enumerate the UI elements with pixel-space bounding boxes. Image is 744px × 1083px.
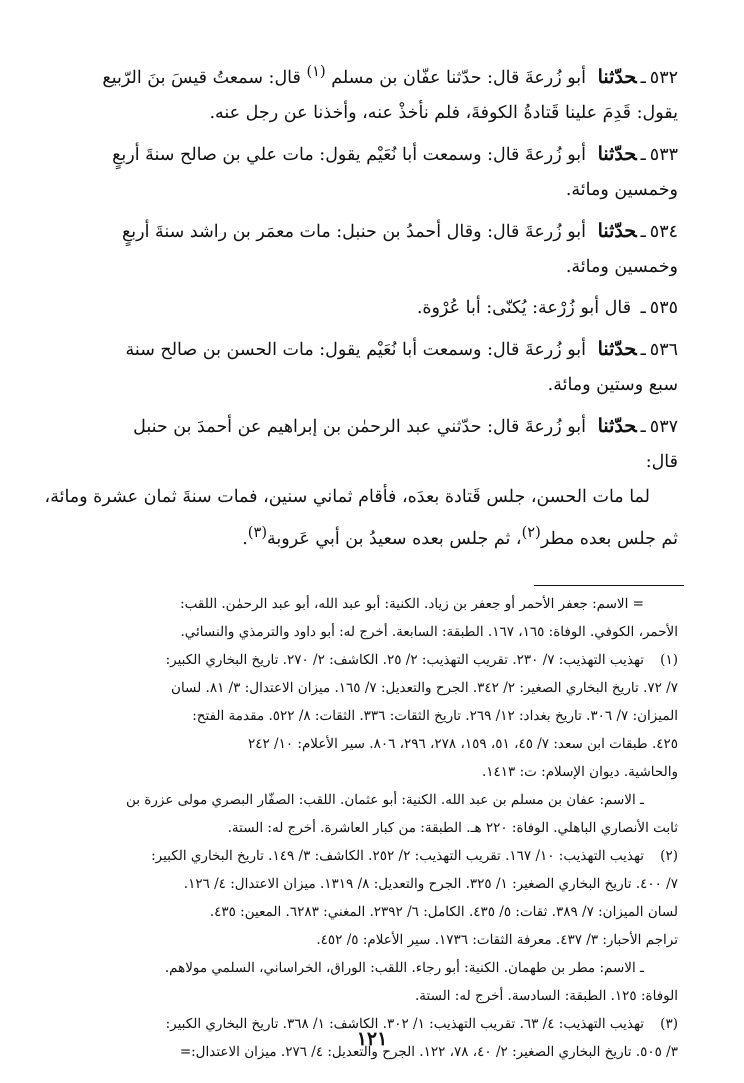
entry-537-continuation: قال: — [645, 451, 678, 472]
entry-537: ٥٣٧ـحدّثنا أبو زُرعةَ قال: حدّثني عبد الرحمٰن بن إبراهيم عن أحمدَ بن حنبل — [133, 414, 678, 437]
footnote-line: الوفاة: ١٢٥. الطبقة: السادسة. أخرج له: الستة. — [414, 987, 678, 1004]
entry-text: أبو زُرعةَ قال: حدّثني عبد الرحمٰن بن إبراهيم عن أحمدَ بن حنبل — [133, 416, 587, 437]
entry-536: ٥٣٦ـحدّثنا أبو زُرعةَ قال: وسمعت أبا نُعَيْم يقول: مات الحسن بن صالح سنة — [125, 337, 678, 360]
quote-line: ثم جلس بعده مطر$^{(٢)}$، ثم جلس بعده سعيدُ بن أبي عَروبة$^{(٣)}$. — [242, 523, 678, 549]
entry-text: أبو زُرعةَ قال: وقال أحمدُ بن حنبل: مات معمَر بن راشد سنةَ أربعٍ — [121, 221, 587, 242]
footnote-line: ـ الاسم: عفان بن مسلم بن عبد الله. الكنية: أبو عثمان. اللقب: الصفّار البصري مولى عزرة بن — [125, 791, 644, 808]
footnote-ref: (١) — [306, 63, 326, 80]
footnote-number: (٢) — [660, 847, 678, 864]
entry-text: أبو زُرعةَ قال: حدّثنا عفّان بن مسلم — [331, 67, 587, 88]
footnote-separator — [534, 585, 684, 586]
haddathana-keyword: حدّثنا — [597, 414, 637, 437]
footnote-line: الأحمر، الكوفي. الوفاة: ١٦٥، ١٦٧. الطبقة: السابعة. أخرج له: أبو داود والترمذي والنسائي. — [180, 623, 678, 640]
footnote-number: (١) — [660, 651, 678, 668]
footnote-line: والحاشية. ديوان الإسلام: ت: ١٤١٣. — [482, 763, 678, 780]
entry-532-continuation: يقول: قَدِمَ علينا قَتادةُ الكوفةَ، فلم نأخذْ عنه، وأخذنا عن رجل عنه. — [209, 102, 678, 123]
entry-533-continuation: وخمسين ومائة. — [565, 179, 678, 200]
haddathana-keyword: حدّثنا — [597, 219, 637, 242]
footnote-2: (٢)تهذيب التهذيب: ١٠/ ١٦٧. تقريب التهذيب: ٢/ ٢٥٢. الكاشف: ٣/ ١٤٩. تاريخ البخاري الكبير: — [44, 842, 678, 870]
entry-number: ٥٣٣ — [649, 144, 678, 165]
footnote-line: تراجم الأحبار: ٣/ ٤٣٧. معرفة الثقات: ١٧٣٦. سير الأعلام: ٥/ ٤٥٢. — [316, 931, 678, 948]
footnote-line: ٧/ ٤٠٠. تاريخ البخاري الصغير: ١/ ٣٢٥. الجرح والتعديل: ٨/ ١٣١٩. ميزان الاعتدال: ٤/ ١٢٦. — [183, 875, 678, 892]
footnote-ref: (٢) — [521, 523, 541, 541]
haddathana-keyword: حدّثنا — [597, 337, 637, 360]
quote-line: لما مات الحسن، جلس قَتادة بعدَه، فأقام ثماني سنين، فمات سنةَ ثمان عشرة ومائة، — [44, 486, 650, 507]
entry-number: ٥٣٦ — [649, 339, 678, 360]
entry-text: أبو زُرعةَ قال: وسمعت أبا نُعَيْم يقول: مات علي بن صالح سنةَ أربعٍ — [112, 144, 587, 165]
footnote-line: ثابت الأنصاري الباهلي. الوفاة: ٢٢٠ هـ. الطبقة: من كبار العاشرة. أخرج له: الستة. — [227, 819, 678, 836]
footnote-line: = الاسم: جعفر الأحمر أو جعفر بن زياد. الكنية: أبو عبد الله، أبو عبد الرحمٰن. اللقب: — [180, 595, 644, 612]
footnotes — [44, 590, 678, 1066]
footnote-ref: (٣) — [247, 523, 267, 541]
entry-text: أبو زُرعةَ قال: وسمعت أبا نُعَيْم يقول: مات الحسن بن صالح سنة — [125, 339, 587, 360]
entry-number: ٥٣٤ — [649, 221, 678, 242]
footnote-3: (٣)تهذيب التهذيب: ٤/ ٦٣. تقريب التهذيب: ١/ ٣٠٢. الكاشف: ١/ ٣٦٨. تاريخ البخاري الكبير: — [44, 1010, 678, 1038]
footnote-line: ٤٢٥. طبقات ابن سعد: ٧/ ٤٥، ٥١، ١٥٩، ٢٧٨، ٢٩٦، ٨٠٦. سير الأعلام: ١٠/ ٢٤٢ — [247, 735, 678, 752]
entry-534-continuation: وخمسين ومائة. — [565, 256, 678, 277]
footnote-number: (٣) — [660, 1015, 678, 1032]
entry-text: قال أبو زُرْعة: يُكنّى: أبا عُرْوة. — [416, 297, 632, 318]
entry-536-continuation: سبع وستين ومائة. — [547, 374, 678, 395]
footnote-line: ٣/ ٥٠٥. تاريخ البخاري الصغير: ٢/ ٤٠، ٧٨، ١٢٢. الجرح والتعديل: ٤/ ٢٧٦. ميزان الاعتدال:= — [179, 1043, 678, 1060]
entry-532: ٥٣٢ـحدّثنا أبو زُرعةَ قال: حدّثنا عفّان بن مسلم $^{(١)}$ قال: سمعتُ قيسَ بنَ الرّبيع — [102, 63, 678, 88]
entry-535: ٥٣٥ـ قال أبو زُرْعة: يُكنّى: أبا عُرْوة. — [416, 297, 678, 318]
entry-number: ٥٣٥ — [649, 297, 678, 318]
page-number: ١٢١ — [356, 1028, 388, 1050]
footnote-line: الميزان: ٧/ ٣٠٦. تاريخ بغداد: ١٢/ ٢٦٩. تاريخ الثقات: ٣٣٦. الثقات: ٨/ ٥٢٢. مقدمة الفتح: — [192, 707, 678, 724]
entry-text: قال: سمعتُ قيسَ بنَ الرّبيع — [102, 67, 301, 88]
haddathana-keyword: حدّثنا — [597, 142, 637, 165]
haddathana-keyword: حدّثنا — [597, 65, 637, 88]
main-text — [44, 54, 678, 557]
footnote-line: لسان الميزان: ٧/ ٣٨٩. ثقات: ٥/ ٤٣٥. الكامل: ٦/ ٢٣٩٢. المغني: ٦٢٨٣. المعين: ٤٣٥. — [209, 903, 678, 920]
entry-number: ٥٣٧ — [649, 416, 678, 437]
entry-533: ٥٣٣ـحدّثنا أبو زُرعةَ قال: وسمعت أبا نُعَيْم يقول: مات علي بن صالح سنةَ أربعٍ — [112, 142, 678, 165]
entry-534: ٥٣٤ـحدّثنا أبو زُرعةَ قال: وقال أحمدُ بن حنبل: مات معمَر بن راشد سنةَ أربعٍ — [121, 219, 678, 242]
footnote-1: (١)تهذيب التهذيب: ٧/ ٢٣٠. تقريب التهذيب: ٢/ ٢٥. الكاشف: ٢/ ٢٧٠. تاريخ البخاري الكبير: — [44, 646, 678, 674]
footnote-line: ٧/ ٧٢. تاريخ البخاري الصغير: ٢/ ٣٤٢. الجرح والتعديل: ٧/ ١٦٥. ميزان الاعتدال: ٣/ ٨١. لسان — [171, 679, 678, 696]
entry-number: ٥٣٢ — [649, 67, 678, 88]
footnote-line: ـ الاسم: مطر بن طهمان. الكنية: أبو رجاء. اللقب: الوراق، الخراساني، السلمي مولاهم. — [164, 959, 644, 976]
